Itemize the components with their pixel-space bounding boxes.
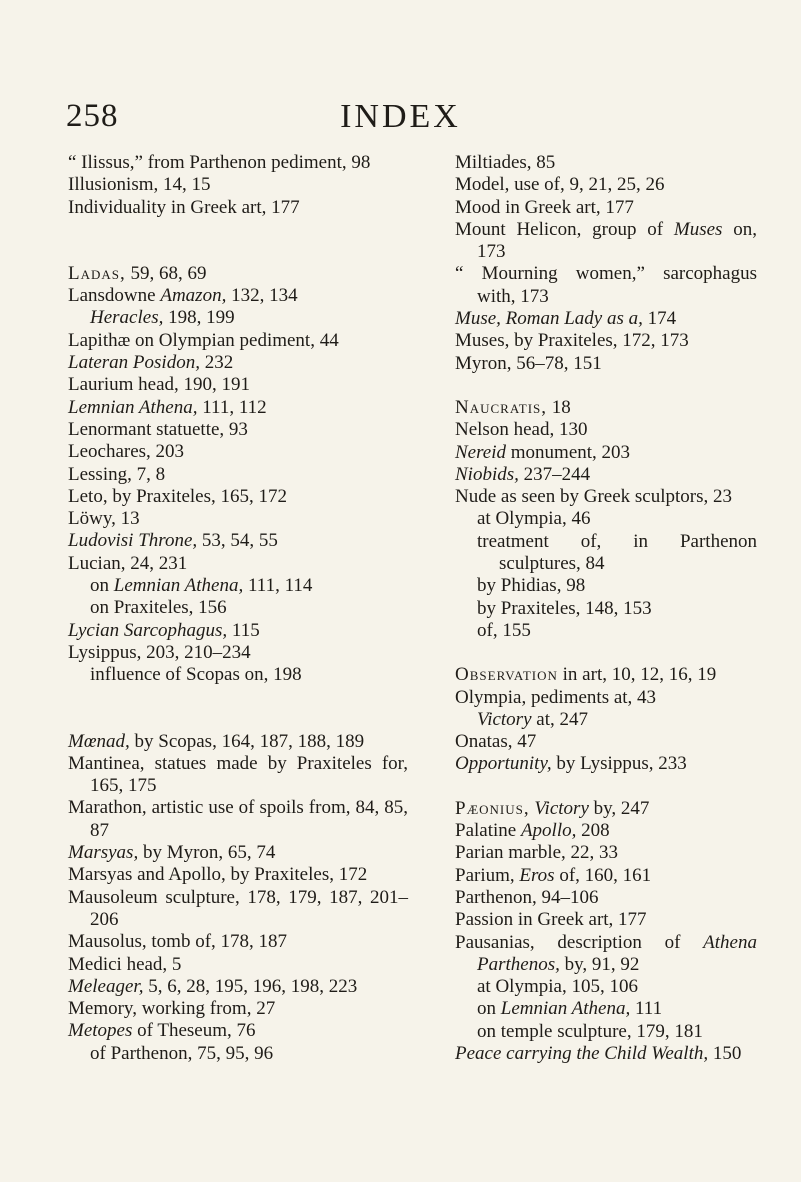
entry-pages: 115 <box>227 619 260 641</box>
index-entry <box>455 798 757 820</box>
entry-pages: at, 247 <box>531 708 588 730</box>
index-entry: Medici head, 5 <box>68 953 182 975</box>
entry-pages: 111, 112 <box>197 396 267 418</box>
entry-title: Opportunity, <box>455 753 552 775</box>
entry-pages: on, 173 <box>477 218 757 263</box>
entry-pages: by, 247 <box>588 797 650 819</box>
entry-title: Nereid <box>455 441 507 463</box>
index-entry: Löwy, 13 <box>68 508 140 530</box>
entry-pages: 5, 6, 28, 195, 196, 198, 223 <box>143 975 358 997</box>
entry-text: on <box>90 575 114 597</box>
index-entry <box>455 397 757 419</box>
index-subentry: at Olympia, 105, 106 <box>477 976 638 998</box>
index-entry <box>68 620 408 642</box>
index-entry: Marathon, artistic use of spoils from, 84, 85, 87 <box>68 797 408 841</box>
entry-title: Niobids, <box>455 463 519 485</box>
entry-title: Lemnian Athena, <box>500 998 631 1020</box>
index-subentry: by Phidias, 98 <box>477 575 586 597</box>
entry-title: Apollo, <box>520 820 577 842</box>
entry-title: Victory <box>529 797 589 819</box>
entry-heading: Pæonius, <box>455 797 530 819</box>
index-entry <box>68 842 408 864</box>
index-subentry: by Praxiteles, 148, 153 <box>477 597 652 619</box>
index-entry <box>455 820 757 842</box>
entry-pages: 53, 54, 55 <box>197 530 278 552</box>
index-entry <box>68 1020 408 1042</box>
entry-pages: 111, 114 <box>243 575 313 597</box>
index-entry: Parian marble, 22, 33 <box>455 842 619 864</box>
index-entry <box>455 865 757 887</box>
index-entry <box>68 263 408 285</box>
index-entry <box>455 932 757 977</box>
index-entry: Mausoleum sculpture, 178, 179, 187, 201–206 <box>68 886 408 930</box>
index-entry <box>455 1043 757 1065</box>
index-entry <box>68 285 408 307</box>
entry-heading: Ladas, <box>68 262 126 284</box>
index-entry <box>68 976 408 998</box>
index-subentry: of Parthenon, 75, 95, 96 <box>90 1042 274 1064</box>
entry-title: Meleager, <box>68 975 144 997</box>
index-entry: Passion in Greek art, 177 <box>455 909 647 931</box>
index-entry: Lysippus, 203, 210–234 <box>68 641 251 663</box>
entry-pages: 59, 68, 69 <box>125 262 207 284</box>
entry-pages: 150 <box>708 1042 742 1064</box>
entry-pages: 174 <box>642 308 677 330</box>
entry-pages: of, 160, 161 <box>554 864 652 886</box>
index-entry: Myron, 56–78, 151 <box>455 352 602 374</box>
index-entry: Lapithæ on Olympian pediment, 44 <box>68 329 339 351</box>
entry-pages: 18 <box>547 396 571 418</box>
entry-title: Muses <box>673 218 723 240</box>
entry-pages: by Scopas, 164, 187, 188, 189 <box>129 730 365 752</box>
index-entry: Muses, by Praxiteles, 172, 173 <box>455 330 689 352</box>
entry-title: Metopes <box>68 1020 133 1042</box>
entry-title: Amazon, <box>160 285 227 307</box>
index-entry: Laurium head, 190, 191 <box>68 374 251 396</box>
entry-heading: Observation <box>455 664 558 686</box>
page-title: INDEX <box>340 98 461 135</box>
index-subentry <box>455 709 757 731</box>
index-entry: Mood in Greek art, 177 <box>455 196 634 218</box>
entry-pages: 232 <box>199 352 234 374</box>
entry-text: Palatine <box>455 820 521 842</box>
index-entry: Nelson head, 130 <box>455 419 588 441</box>
index-entry <box>455 664 757 686</box>
index-entry: Marsyas and Apollo, by Praxiteles, 172 <box>68 864 368 886</box>
index-entry: “ Ilissus,” from Parthenon pediment, 98 <box>68 152 371 173</box>
entry-title: Marsyas, <box>68 842 139 864</box>
index-subentry: at Olympia, 46 <box>477 508 591 530</box>
entry-pages: by Lysippus, 233 <box>551 753 687 775</box>
index-entry: Model, use of, 9, 21, 25, 26 <box>455 174 665 196</box>
entry-text: Pausanias, description of <box>455 931 704 953</box>
index-subentry <box>68 575 408 597</box>
entry-pages: 237–244 <box>518 463 591 485</box>
entry-title: Eros <box>519 864 555 886</box>
index-subentry: of, 155 <box>477 619 531 641</box>
entry-pages: of Theseum, 76 <box>132 1020 256 1042</box>
index-entry <box>455 219 757 264</box>
entry-pages: 198, 199 <box>163 307 235 329</box>
index-entry <box>68 530 408 552</box>
index-entry: Leto, by Praxiteles, 165, 172 <box>68 485 287 507</box>
index-subentry <box>455 998 757 1020</box>
index-entry <box>455 442 757 464</box>
entry-text: Mount Helicon, group of <box>455 218 674 240</box>
index-entry <box>455 464 757 486</box>
entry-pages: by Myron, 65, 74 <box>138 842 276 864</box>
entry-title: Mœnad, <box>68 730 130 752</box>
index-entry <box>455 753 757 775</box>
index-entry: Mantinea, statues made by Praxiteles for, 165, 175 <box>68 752 408 797</box>
entry-title: Lemnian Athena, <box>68 396 198 418</box>
entry-pages: monument, 203 <box>506 441 631 463</box>
entry-title: Peace carrying the Child Wealth, <box>455 1042 709 1064</box>
index-entry: Lucian, 24, 231 <box>68 552 188 574</box>
entry-title: Victory <box>477 708 532 730</box>
index-entry <box>68 352 408 374</box>
index-subentry: influence of Scopas on, 198 <box>90 664 302 686</box>
entry-pages: by, 91, 92 <box>559 953 640 975</box>
index-subentry: on Praxiteles, 156 <box>90 597 227 619</box>
entry-pages: in art, 10, 12, 16, 19 <box>557 664 717 686</box>
entry-text: Lansdowne <box>68 285 161 307</box>
index-subentry: treatment of, in Parthenon sculptures, 84 <box>477 530 757 575</box>
index-entry: Illusionism, 14, 15 <box>68 174 211 196</box>
index-entry: Olympia, pediments at, 43 <box>455 686 657 708</box>
index-entry: “ Mourning women,” sarcophagus with, 173 <box>455 263 757 307</box>
index-entry <box>68 731 408 753</box>
index-subentry: on temple sculpture, 179, 181 <box>477 1020 703 1042</box>
page-number: 258 <box>66 98 119 134</box>
index-entry: Individuality in Greek art, 177 <box>68 196 300 218</box>
index-entry: Mausolus, tomb of, 178, 187 <box>68 931 288 953</box>
index-entry: Lessing, 7, 8 <box>68 463 166 485</box>
entry-pages: 132, 134 <box>226 285 298 307</box>
entry-title: Athena Parthenos, <box>477 931 757 975</box>
index-subentry <box>68 307 408 329</box>
entry-title: Lateran Posidon, <box>68 352 200 374</box>
entry-title: Muse, Roman Lady as a, <box>455 308 643 330</box>
index-entry <box>68 397 408 419</box>
index-column-left <box>68 152 408 1065</box>
index-entry: Miltiades, 85 <box>455 152 556 173</box>
index-entry: Leochares, 203 <box>68 441 185 463</box>
entry-title: Heracles, <box>90 307 164 329</box>
index-entry: Memory, working from, 27 <box>68 998 276 1020</box>
index-column-right <box>455 152 757 1065</box>
entry-text: Parium, <box>455 864 520 886</box>
entry-title: Lemnian Athena, <box>113 575 244 597</box>
entry-title: Lycian Sarcophagus, <box>68 619 228 641</box>
index-entry: Nude as seen by Greek sculptors, 23 <box>455 486 733 508</box>
index-entry: Onatas, 47 <box>455 731 537 753</box>
entry-text: on <box>477 998 501 1020</box>
entry-pages: 111 <box>630 998 663 1020</box>
entry-pages: 208 <box>576 820 610 842</box>
entry-heading: Naucratis, <box>455 396 548 418</box>
index-entry <box>455 308 757 330</box>
page-header <box>0 98 801 138</box>
entry-title: Ludovisi Throne, <box>68 530 198 552</box>
index-entry: Parthenon, 94–106 <box>455 886 599 908</box>
index-entry: Lenormant statuette, 93 <box>68 418 248 440</box>
